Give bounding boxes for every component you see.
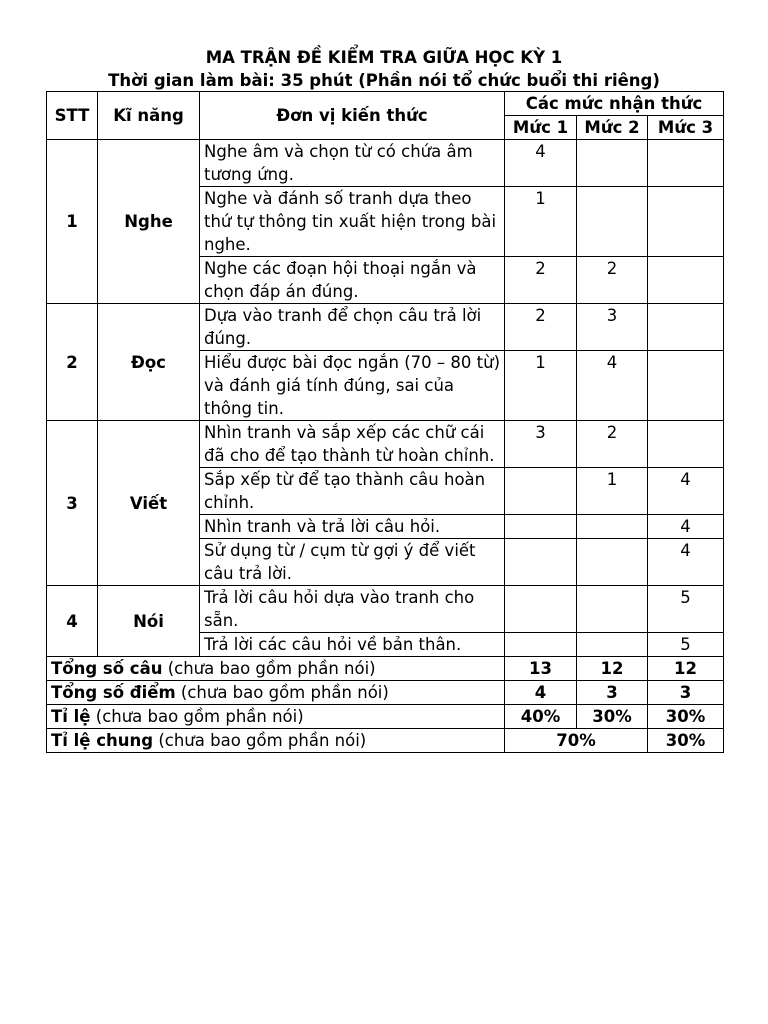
level-1-cell (505, 539, 577, 586)
level-2-cell (577, 187, 648, 257)
level-1-cell: 2 (505, 257, 577, 304)
summary-value-m12: 70% (505, 729, 648, 753)
knowledge-unit-cell: Hiểu được bài đọc ngắn (70 – 80 từ) và đánh giá tính đúng, sai của thông tin. (200, 351, 505, 421)
stt-cell: 4 (47, 586, 98, 657)
knowledge-unit-cell: Trả lời câu hỏi dựa vào tranh cho sẵn. (200, 586, 505, 633)
stt-cell: 1 (47, 140, 98, 304)
level-2-cell (577, 515, 648, 539)
level-1-cell: 4 (505, 140, 577, 187)
level-2-cell: 2 (577, 421, 648, 468)
skill-cell: Nói (98, 586, 200, 657)
skill-cell: Đọc (98, 304, 200, 421)
summary-label-bold: Tổng số câu (51, 659, 163, 678)
skill-cell: Viết (98, 421, 200, 586)
level-2-cell: 4 (577, 351, 648, 421)
level-1-cell (505, 515, 577, 539)
summary-note: (chưa bao gồm phần nói) (90, 707, 304, 726)
summary-body (47, 657, 724, 753)
knowledge-unit-cell: Sắp xếp từ để tạo thành câu hoàn chỉnh. (200, 468, 505, 515)
level-1-cell: 1 (505, 187, 577, 257)
level-2-cell: 3 (577, 304, 648, 351)
knowledge-unit-cell: Nhìn tranh và trả lời câu hỏi. (200, 515, 505, 539)
knowledge-unit-cell: Trả lời các câu hỏi về bản thân. (200, 633, 505, 657)
summary-row-ti-le-chung (47, 729, 724, 753)
level-3-cell: 5 (648, 633, 724, 657)
skill-cell: Nghe (98, 140, 200, 304)
level-3-cell (648, 140, 724, 187)
summary-label-bold: Tỉ lệ (51, 707, 91, 726)
header-stt: STT (47, 92, 98, 140)
title-block (0, 46, 768, 92)
summary-label (47, 657, 505, 681)
stt-cell: 2 (47, 304, 98, 421)
summary-row-tong-so-cau (47, 657, 724, 681)
summary-label (47, 681, 505, 705)
level-3-cell (648, 257, 724, 304)
summary-row-ti-le (47, 705, 724, 729)
summary-value-m1: 40% (505, 705, 577, 729)
table-row (47, 421, 724, 468)
level-3-cell (648, 421, 724, 468)
level-1-cell: 1 (505, 351, 577, 421)
matrix-table (46, 91, 724, 753)
level-1-cell (505, 633, 577, 657)
summary-note: (chưa bao gồm phần nói) (162, 659, 376, 678)
summary-value-m2: 30% (577, 705, 648, 729)
level-2-cell (577, 633, 648, 657)
header-row-1 (47, 92, 724, 116)
header-muc2: Mức 2 (577, 116, 648, 140)
stt-cell: 3 (47, 421, 98, 586)
level-2-cell: 1 (577, 468, 648, 515)
summary-label (47, 729, 505, 753)
level-3-cell: 4 (648, 515, 724, 539)
knowledge-unit-cell: Sử dụng từ / cụm từ gợi ý để viết câu trả lời. (200, 539, 505, 586)
level-3-cell (648, 351, 724, 421)
summary-value-m2: 12 (577, 657, 648, 681)
summary-value-m1: 4 (505, 681, 577, 705)
header-ki-nang: Kĩ năng (98, 92, 200, 140)
summary-value-m3: 30% (648, 729, 724, 753)
level-1-cell: 2 (505, 304, 577, 351)
knowledge-unit-cell: Nhìn tranh và sắp xếp các chữ cái đã cho để tạo thành từ hoàn chỉnh. (200, 421, 505, 468)
level-2-cell (577, 586, 648, 633)
level-3-cell: 4 (648, 539, 724, 586)
level-2-cell (577, 539, 648, 586)
level-3-cell (648, 187, 724, 257)
level-2-cell: 2 (577, 257, 648, 304)
summary-value-m2: 3 (577, 681, 648, 705)
header-muc1: Mức 1 (505, 116, 577, 140)
table-row (47, 140, 724, 187)
level-1-cell (505, 586, 577, 633)
header-don-vi: Đơn vị kiến thức (200, 92, 505, 140)
page-title: MA TRẬN ĐỀ KIỂM TRA GIỮA HỌC KỲ 1 (205, 48, 563, 67)
summary-row-tong-so-diem (47, 681, 724, 705)
page-subtitle: Thời gian làm bài: 35 phút (Phần nói tổ chức buổi thi riêng) (108, 71, 660, 90)
level-3-cell (648, 304, 724, 351)
summary-value-m3: 3 (648, 681, 724, 705)
header-cac-muc: Các mức nhận thức (505, 92, 724, 116)
knowledge-unit-cell: Dựa vào tranh để chọn câu trả lời đúng. (200, 304, 505, 351)
summary-value-m3: 12 (648, 657, 724, 681)
summary-value-m3: 30% (648, 705, 724, 729)
summary-label-bold: Tỉ lệ chung (51, 731, 154, 750)
table-row (47, 304, 724, 351)
summary-label (47, 705, 505, 729)
level-3-cell: 4 (648, 468, 724, 515)
summary-note: (chưa bao gồm phần nói) (153, 731, 367, 750)
table-row (47, 586, 724, 633)
level-2-cell (577, 140, 648, 187)
summary-value-m1: 13 (505, 657, 577, 681)
knowledge-unit-cell: Nghe âm và chọn từ có chứa âm tương ứng. (200, 140, 505, 187)
header-muc3: Mức 3 (648, 116, 724, 140)
knowledge-unit-cell: Nghe và đánh số tranh dựa theo thứ tự thông tin xuất hiện trong bài nghe. (200, 187, 505, 257)
summary-label-bold: Tổng số điểm (51, 683, 176, 702)
level-3-cell: 5 (648, 586, 724, 633)
matrix-body (47, 140, 724, 657)
level-1-cell: 3 (505, 421, 577, 468)
knowledge-unit-cell: Nghe các đoạn hội thoại ngắn và chọn đáp án đúng. (200, 257, 505, 304)
level-1-cell (505, 468, 577, 515)
summary-note: (chưa bao gồm phần nói) (175, 683, 389, 702)
